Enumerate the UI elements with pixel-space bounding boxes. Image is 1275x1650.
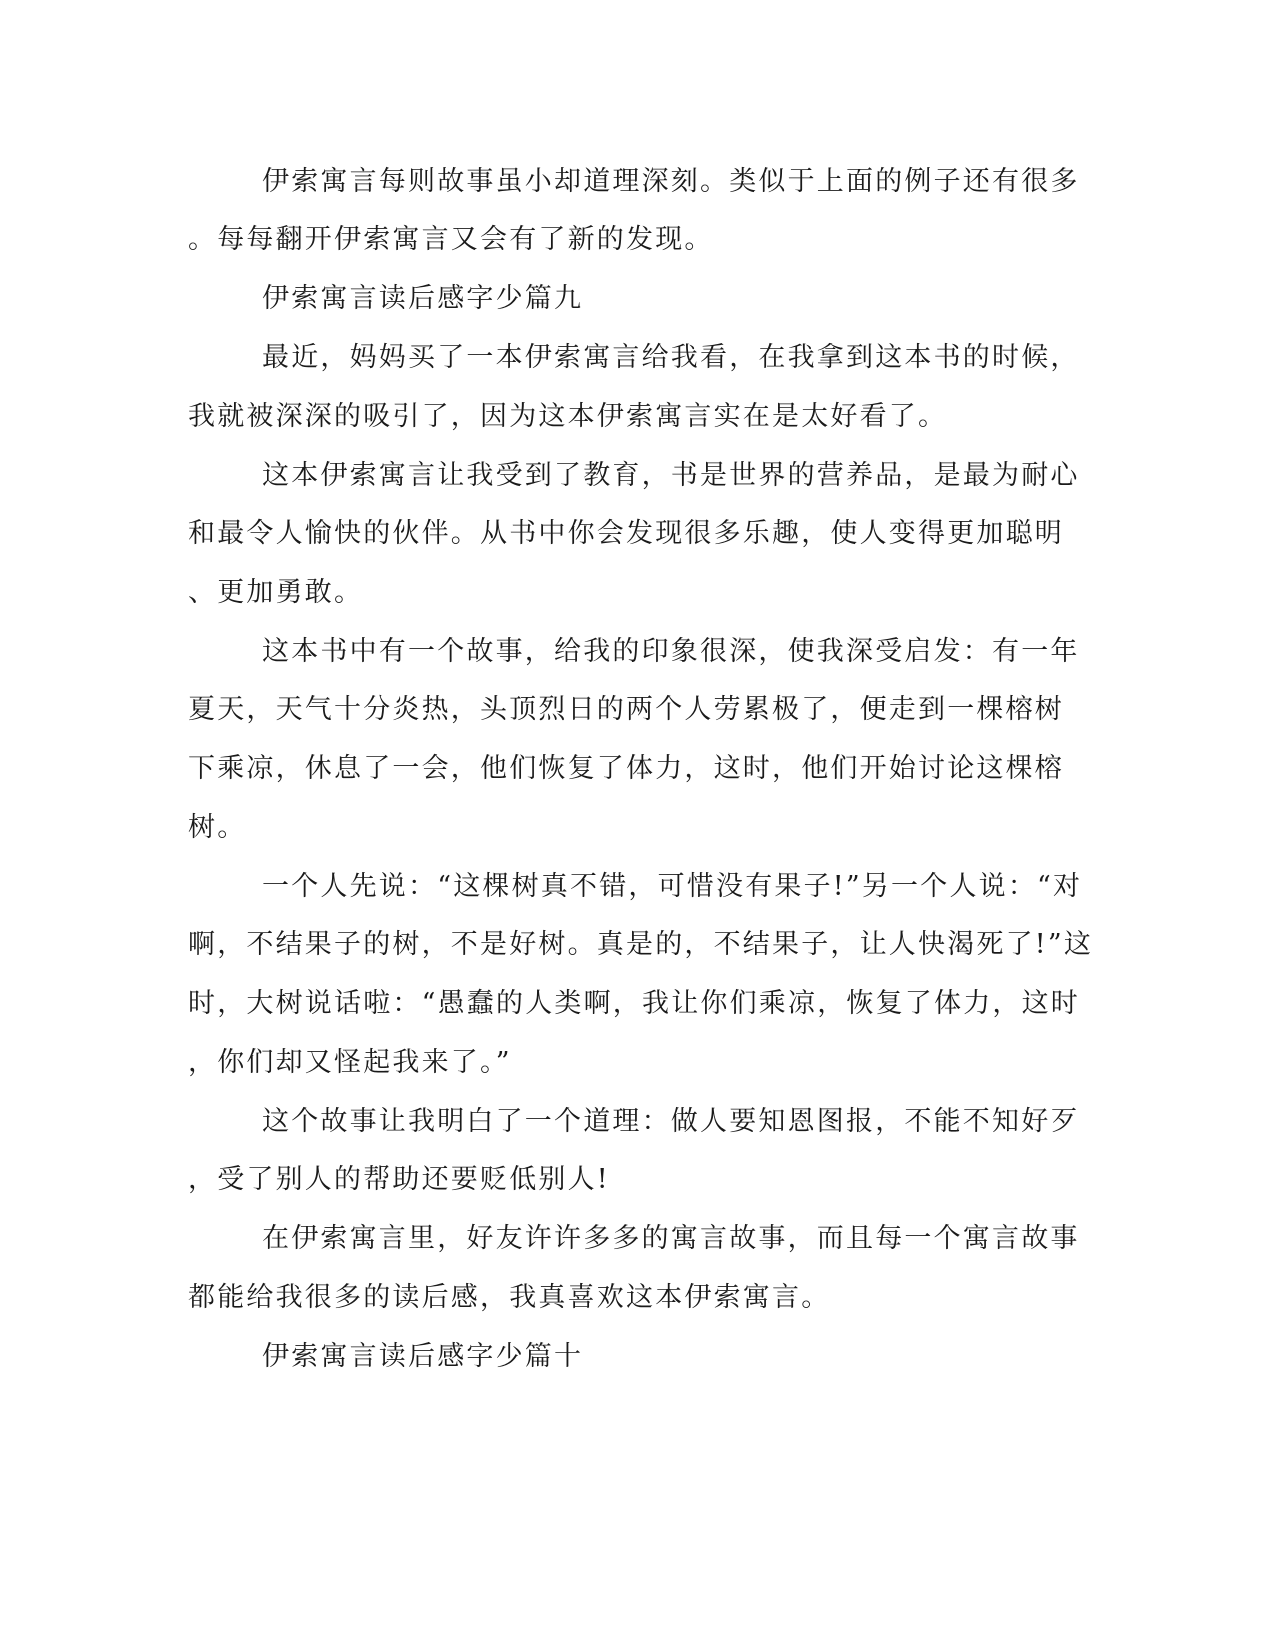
section-heading: 伊索寓言读后感字少篇十: [262, 1341, 584, 1372]
text-line: 、更加勇敢。: [188, 577, 364, 608]
text-line: 时，大树说话啦：“愚蠢的人类啊，我让你们乘凉，恢复了体力，这时: [188, 988, 1081, 1019]
section-heading: 伊索寓言读后感字少篇九: [262, 283, 584, 314]
text-line: 树。: [188, 812, 247, 843]
text-line: 下乘凉，休息了一会，他们恢复了体力，这时，他们开始讨论这棵榕: [188, 753, 1064, 784]
text-line: 这个故事让我明白了一个道理：做人要知恩图报，不能不知好歹: [262, 1106, 1080, 1137]
text-line: ，你们却又怪起我来了。”: [188, 1047, 512, 1078]
text-line: 。每每翻开伊索寓言又会有了新的发现。: [188, 224, 714, 255]
text-line: ，受了别人的帮助还要贬低别人!: [188, 1164, 610, 1195]
text-line: 这本书中有一个故事，给我的印象很深，使我深受启发：有一年: [262, 636, 1080, 667]
text-line: 和最令人愉快的伙伴。从书中你会发现很多乐趣，使人变得更加聪明: [188, 518, 1064, 549]
text-line: 夏天，天气十分炎热，头顶烈日的两个人劳累极了，便走到一棵榕树: [188, 694, 1064, 725]
text-line: 都能给我很多的读后感，我真喜欢这本伊索寓言。: [188, 1282, 831, 1313]
text-line: 伊索寓言每则故事虽小却道理深刻。类似于上面的例子还有很多: [262, 166, 1080, 197]
text-line: 在伊索寓言里，好友许许多多的寓言故事，而且每一个寓言故事: [262, 1223, 1080, 1254]
text-line: 最近，妈妈买了一本伊索寓言给我看，在我拿到这本书的时候，: [262, 342, 1080, 373]
text-line: 我就被深深的吸引了，因为这本伊索寓言实在是太好看了。: [188, 401, 948, 432]
text-line: 一个人先说：“这棵树真不错，可惜没有果子!”另一个人说：“对: [262, 871, 1083, 902]
text-line: 啊，不结果子的树，不是好树。真是的，不结果子，让人快渴死了!”这: [188, 929, 1094, 960]
text-line: 这本伊索寓言让我受到了教育，书是世界的营养品，是最为耐心: [262, 460, 1080, 491]
